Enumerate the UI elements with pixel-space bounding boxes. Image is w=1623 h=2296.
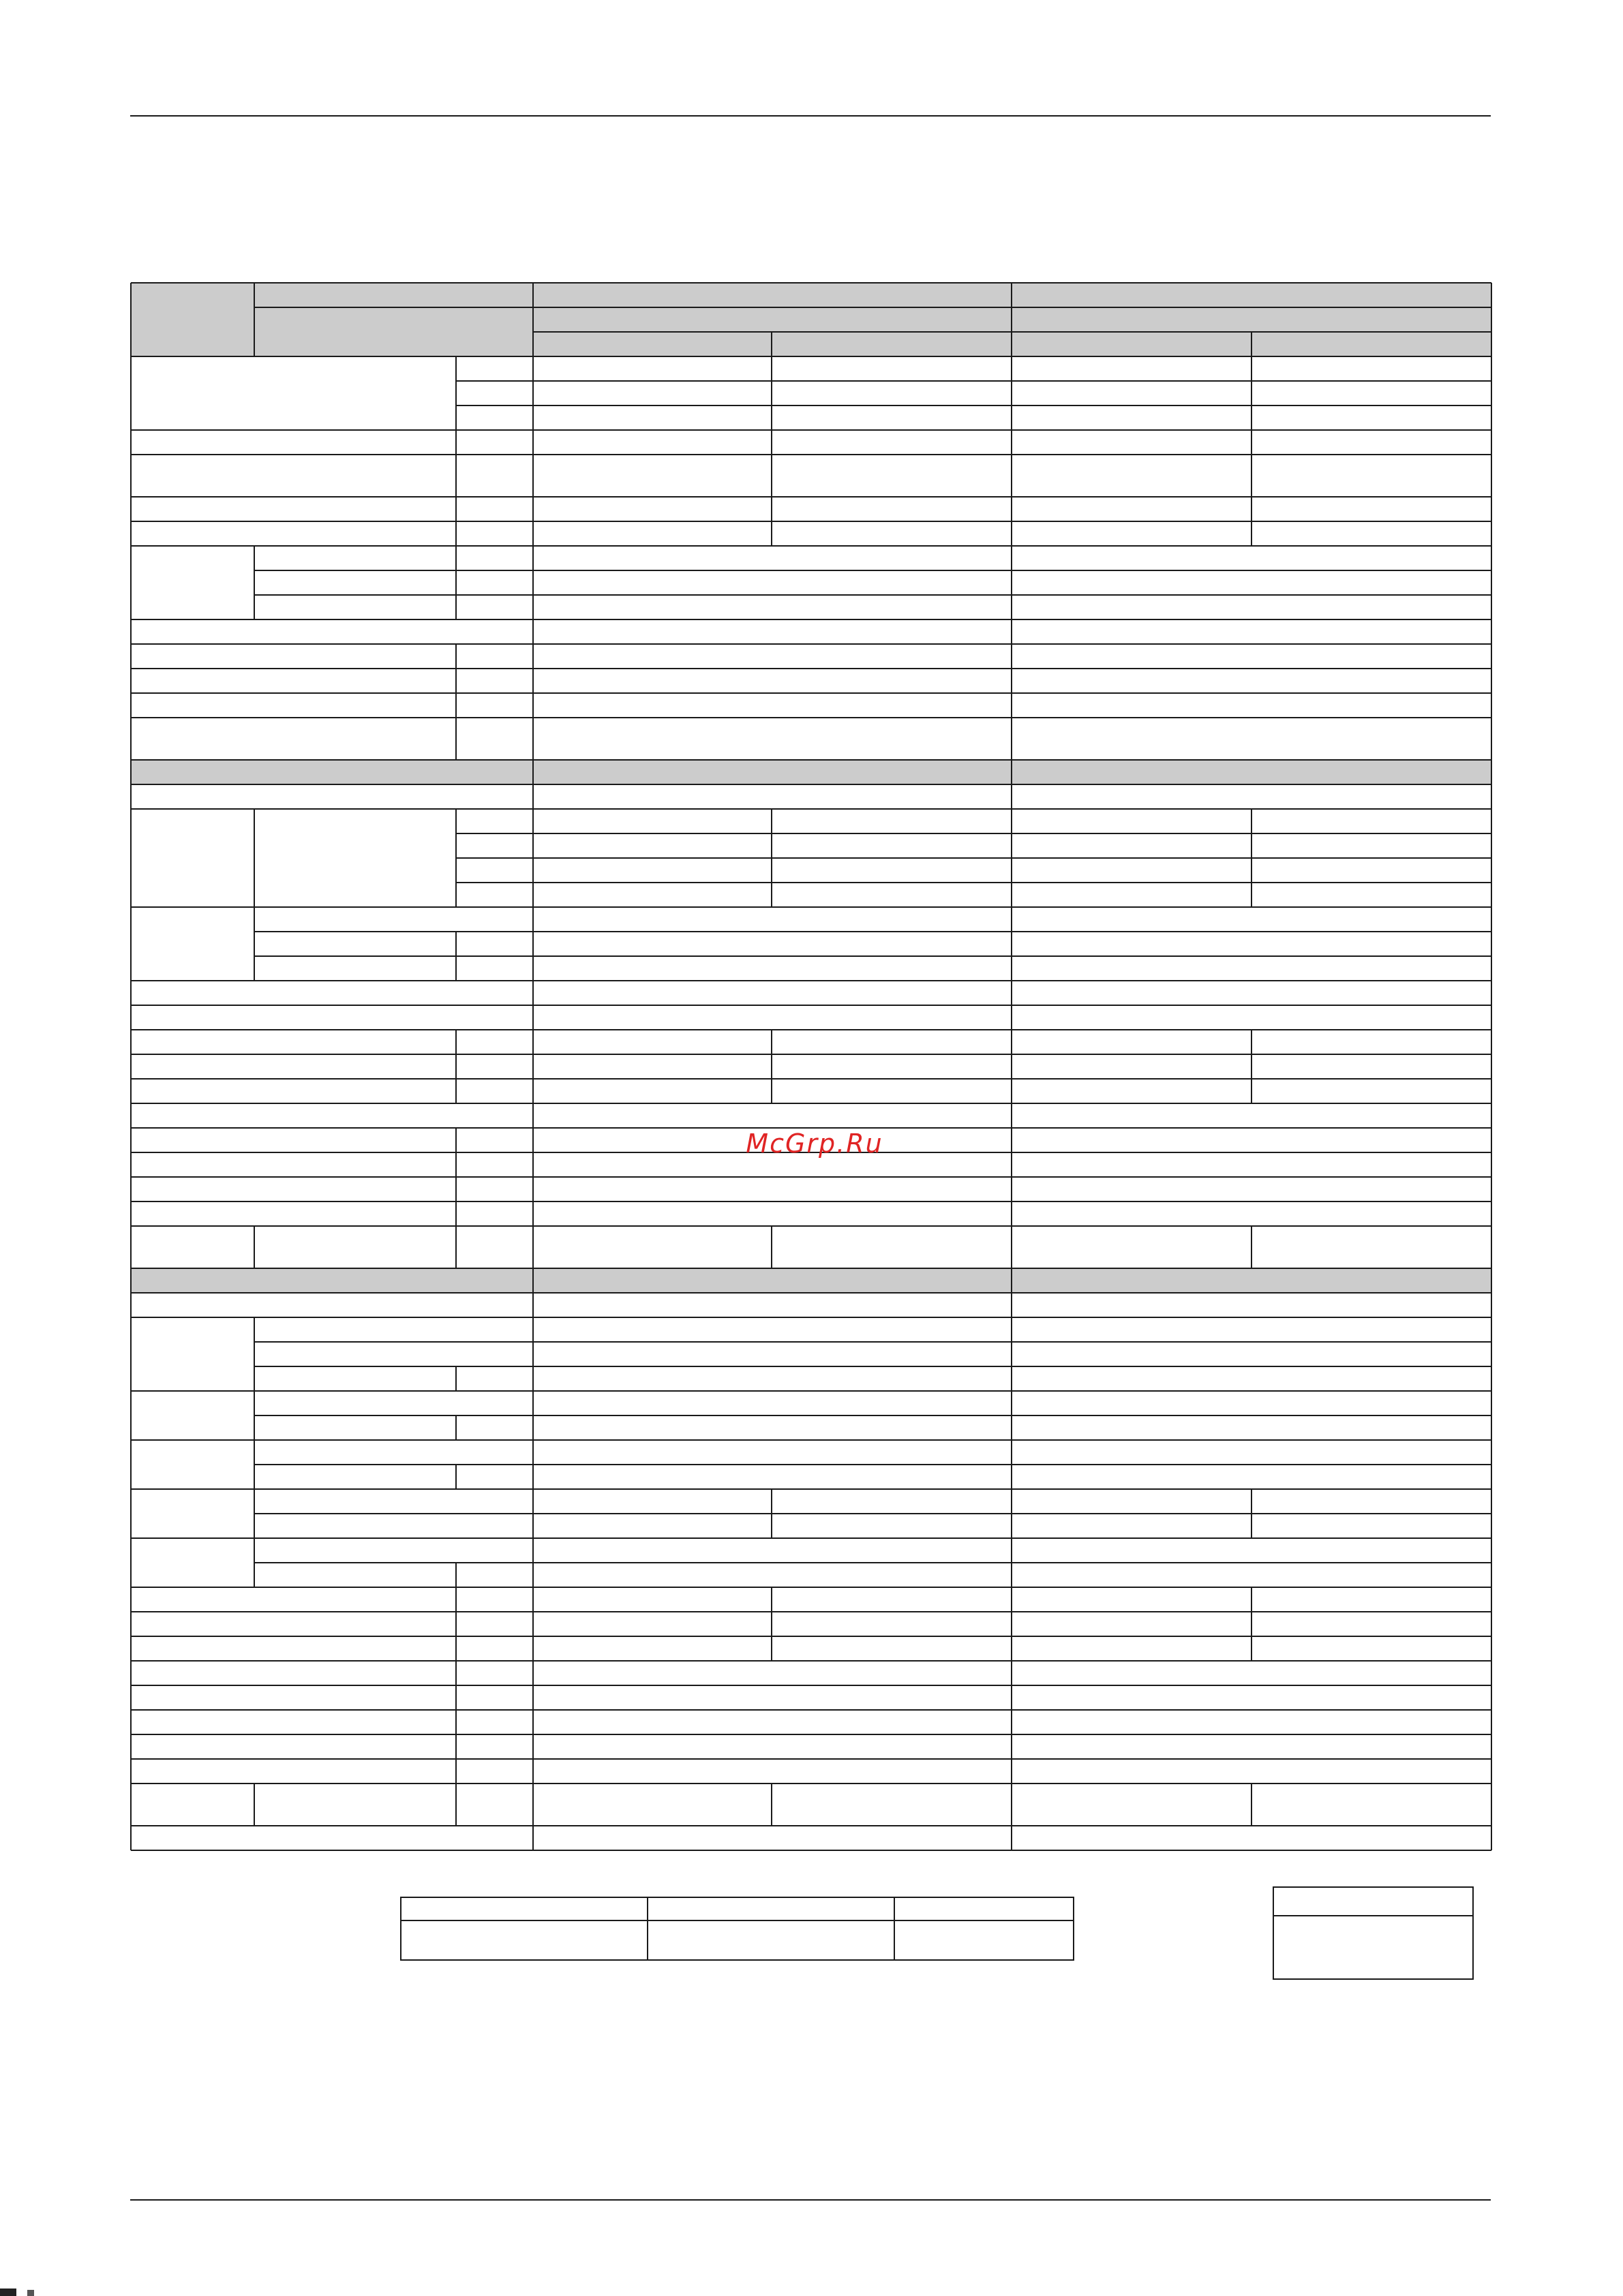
summary-cell bbox=[894, 1920, 1074, 1960]
header-corner-fill bbox=[131, 283, 254, 356]
section-header-fill bbox=[131, 1268, 1491, 1293]
revision-box bbox=[1273, 1886, 1474, 1980]
corner-mark bbox=[0, 2289, 16, 2296]
summary-cell bbox=[894, 1897, 1074, 1920]
summary-cell bbox=[401, 1920, 648, 1960]
summary-table bbox=[400, 1897, 1074, 1961]
corner-mark bbox=[27, 2290, 34, 2296]
summary-cell bbox=[401, 1897, 648, 1920]
watermark: McGrp.Ru bbox=[746, 1129, 883, 1159]
summary-cell bbox=[648, 1897, 894, 1920]
summary-cell bbox=[648, 1920, 894, 1960]
section-header-fill bbox=[131, 760, 1491, 784]
footer-rule bbox=[130, 2199, 1491, 2201]
header-rule bbox=[130, 115, 1491, 117]
header-label-fill bbox=[254, 307, 533, 356]
specification-grid bbox=[130, 282, 1492, 1851]
header-band-fill bbox=[254, 283, 1491, 307]
revision-box-divider bbox=[1274, 1915, 1472, 1916]
specification-table bbox=[130, 282, 1492, 1851]
